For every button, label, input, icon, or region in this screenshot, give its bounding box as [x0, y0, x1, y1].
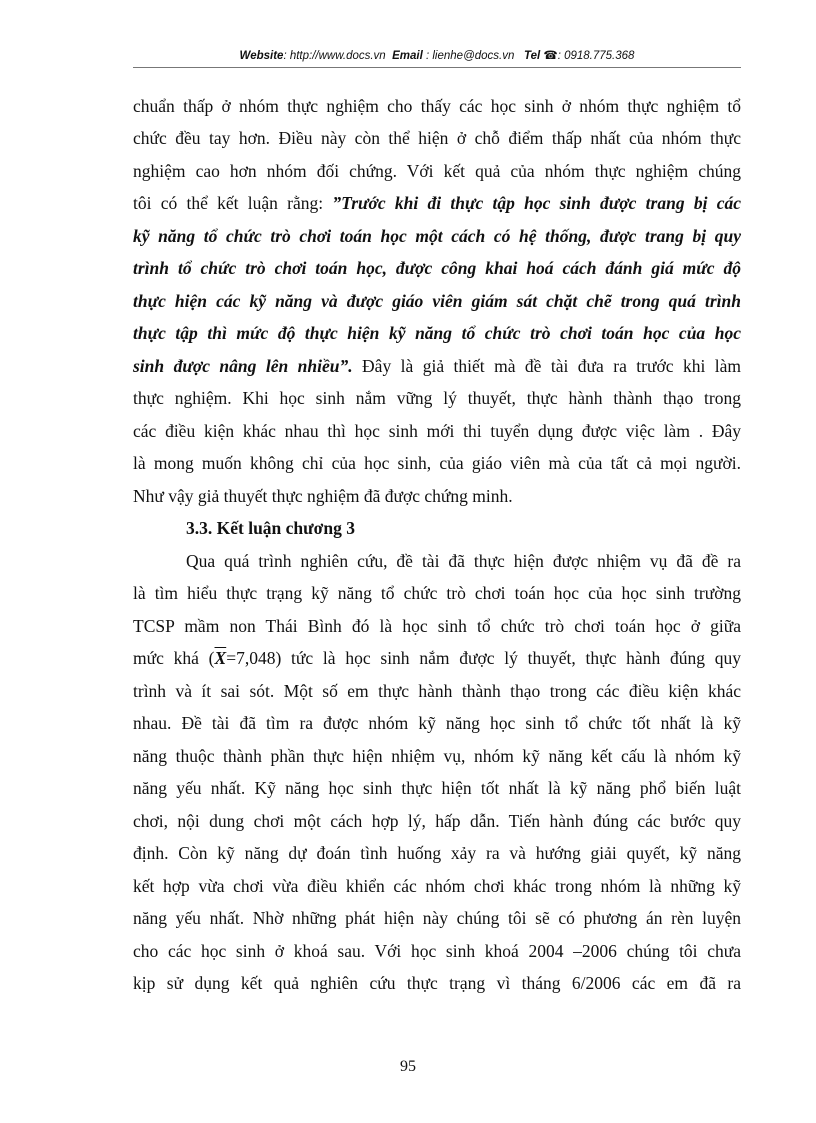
text-line: các điều kiện khác nhau thì học sinh mới thi tuyển dụng được việc làm . Đây [133, 421, 741, 441]
tel-label: Tel [523, 50, 541, 62]
quoted-conclusion-line: thực tập thì mức độ thực hiện kỹ năng tổ chức trò chơi toán học của học [133, 323, 741, 343]
text-line: năng thuộc thành phần thực hiện nhiệm vụ, nhóm kỹ năng kết cấu là nhóm kỹ [133, 746, 741, 766]
tel-number: : 0918.775.368 [557, 50, 635, 62]
quoted-conclusion: ”Trước khi đi thực tập học sinh được trang bị các [332, 193, 741, 213]
page-number: 95 [400, 1058, 416, 1075]
mean-symbol: $\overline{X}$ [214, 648, 227, 668]
text-line: năng yếu nhất. Kỹ năng học sinh thực hiện tốt nhất là kỹ năng phổ biến luật [133, 778, 741, 798]
text-line: kịp sử dụng kết quả nghiên cứu thực trạng vì tháng 6/2006 các em đã ra [133, 973, 741, 993]
text-line: chuẩn thấp ở nhóm thực nghiệm cho thấy các học sinh ở nhóm thực nghiệm tổ [133, 96, 741, 116]
quoted-conclusion: sinh được nâng lên nhiều”. [133, 356, 353, 376]
text-line: cho các học sinh ở khoá sau. Với học sinh khoá 2004 –2006 chúng tôi chưa [133, 941, 741, 961]
text-line: là tìm hiểu thực trạng kỹ năng tổ chức trò chơi toán học của học sinh trường [133, 583, 741, 603]
text-line: trình và ít sai sót. Một số em thực hành thành thạo trong các điều kiện khác [133, 681, 741, 701]
text-line: chức đều tay hơn. Điều này còn thể hiện ở chỗ điểm thấp nhất của nhóm thực [133, 128, 741, 148]
quoted-conclusion-line: thực hiện các kỹ năng và được giáo viên giám sát chặt chẽ trong quá trình [133, 291, 741, 311]
text-line: kết hợp vừa chơi vừa điều khiển các nhóm chơi khác trong nhóm là những kỹ [133, 876, 741, 896]
text-line: định. Còn kỹ năng dự đoán tình huống xảy ra và hướng giải quyết, kỹ năng [133, 843, 741, 863]
text-line: TCSP mầm non Thái Bình đó là học sinh tổ chức trò chơi toán học ở giữa [133, 616, 741, 636]
text-line: là mong muốn không chỉ của học sinh, của giáo viên mà của tất cả mọi người. [133, 453, 741, 473]
telephone-icon: ☎ [543, 50, 558, 62]
text-segment: mức khá ( [133, 648, 215, 668]
quoted-conclusion-line: trình tổ chức trò chơi toán học, được công khai hoá cách đánh giá mức độ [133, 258, 741, 278]
quoted-conclusion-line: kỹ năng tổ chức trò chơi toán học một cách có hệ thống, được trang bị quy [133, 226, 741, 246]
text-line [133, 356, 741, 376]
text-line: nghiệm cao hơn nhóm đối chứng. Với kết quả của nhóm thực nghiệm chúng [133, 161, 741, 181]
website-label: Website [239, 50, 284, 62]
website-url: : http://www.docs.vn [283, 50, 386, 62]
email-address: : lienhe@docs.vn [425, 50, 515, 62]
text-line: Như vậy giả thuyết thực nghiệm đã được chứng minh. [133, 486, 513, 506]
text-segment: =7,048) tức là học sinh nắm được lý thuyết, thực hành đúng quy [226, 648, 741, 668]
text-line: chơi, nội dung chơi một cách hợp lý, hấp dẫn. Tiến hành đúng các bước quy [133, 811, 741, 831]
text-line [133, 193, 741, 213]
email-label: Email [392, 50, 423, 62]
page-header [133, 48, 741, 62]
text-line: năng yếu nhất. Nhờ những phát hiện này chúng tôi sẽ có phương án rèn luyện [133, 908, 741, 928]
section-heading: 3.3. Kết luận chương 3 [186, 518, 355, 538]
text-line: Qua quá trình nghiên cứu, đề tài đã thực hiện được nhiệm vụ đã đề ra [186, 551, 741, 571]
text-segment: tôi có thể kết luận rằng: [133, 193, 333, 213]
text-line [133, 648, 741, 668]
text-line: thực nghiệm. Khi học sinh nắm vững lý thuyết, thực hành thành thạo trong [133, 388, 741, 408]
text-segment: Đây là giả thiết mà đề tài đưa ra trước khi làm [352, 356, 741, 376]
header-rule [133, 67, 741, 68]
text-line: nhau. Đề tài đã tìm ra được nhóm kỹ năng học sinh tổ chức tốt nhất là kỹ [133, 713, 741, 733]
